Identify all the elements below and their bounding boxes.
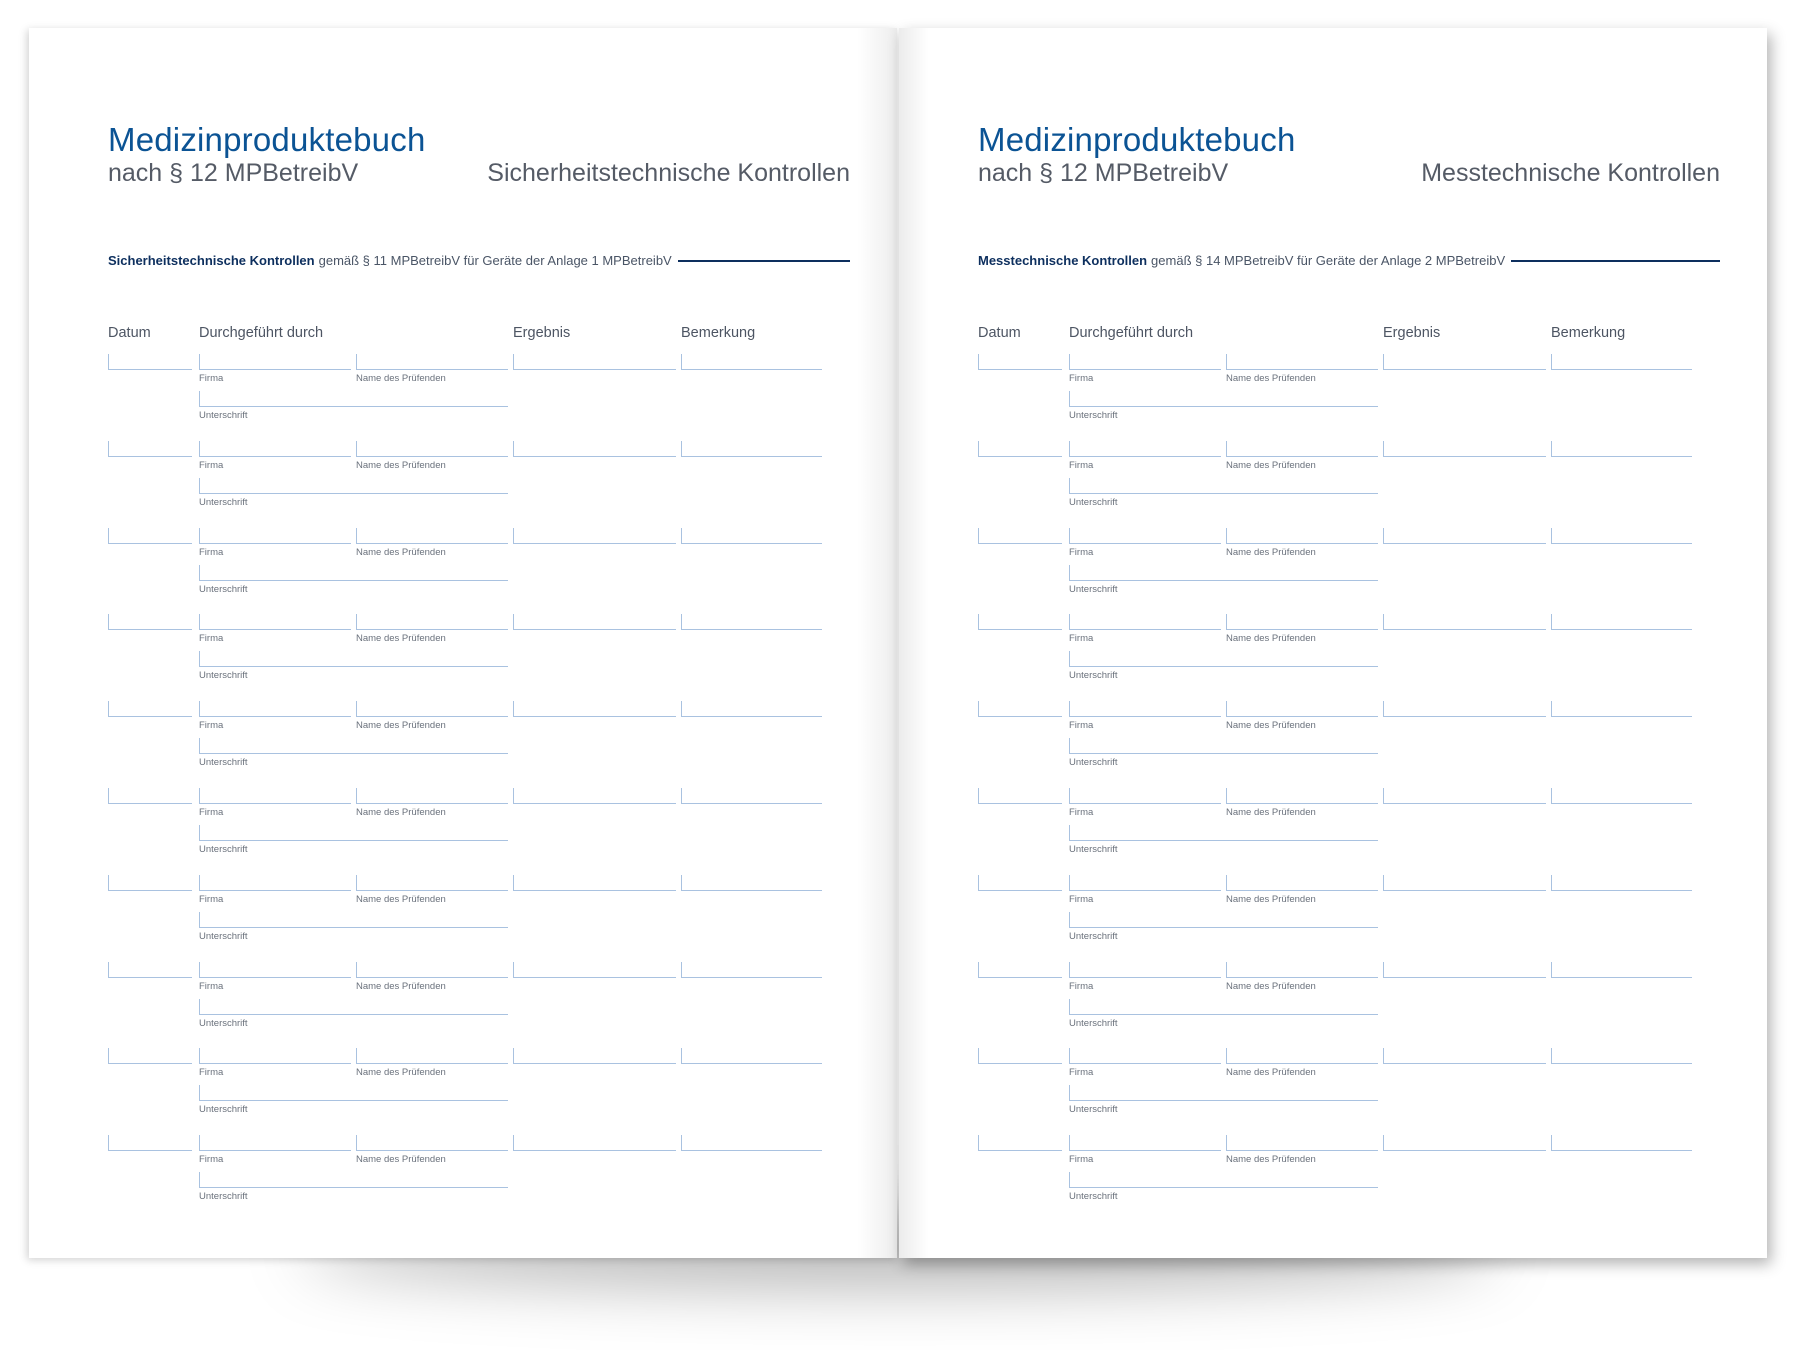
pruefer-name-caption: Name des Prüfenden [356,633,446,645]
bemerkung-field[interactable] [681,788,822,804]
firma-caption: Firma [1069,633,1094,645]
datum-field[interactable] [978,875,1062,891]
pruefer-name-field[interactable] [1226,528,1378,544]
bemerkung-field[interactable] [681,962,822,978]
bemerkung-field[interactable] [681,875,822,891]
firma-field[interactable] [1069,441,1221,457]
ergebnis-field[interactable] [513,875,676,891]
right-page [899,28,1767,1258]
firma-caption: Firma [199,720,224,732]
firma-field[interactable] [199,962,351,978]
unterschrift-caption: Unterschrift [199,670,248,682]
bemerkung-field[interactable] [681,528,822,544]
column-header-durchgefuehrt: Durchgeführt durch [199,325,324,341]
datum-field[interactable] [108,354,192,370]
unterschrift-field[interactable] [199,738,508,754]
unterschrift-caption: Unterschrift [199,757,248,769]
firma-caption: Firma [199,459,224,471]
unterschrift-caption: Unterschrift [1069,1104,1118,1116]
spine-shade [857,28,897,1258]
datum-field[interactable] [978,614,1062,630]
firma-field[interactable] [1069,1048,1221,1064]
firma-caption: Firma [199,1067,224,1079]
unterschrift-caption: Unterschrift [1069,1191,1118,1203]
intro-text: gemäß § 14 MPBetreibV für Geräte der Anlage 2 MPBetreibV [1151,253,1506,268]
column-header-ergebnis: Ergebnis [1383,325,1441,341]
pruefer-name-field[interactable] [1226,614,1378,630]
ergebnis-field[interactable] [513,441,676,457]
ergebnis-field[interactable] [1383,788,1546,804]
section-intro [108,253,850,268]
unterschrift-field[interactable] [199,1085,508,1101]
bemerkung-field[interactable] [1551,788,1692,804]
unterschrift-caption: Unterschrift [1069,930,1118,942]
unterschrift-field[interactable] [1069,391,1378,407]
intro-rule [1511,260,1720,262]
pruefer-name-field[interactable] [356,1048,508,1064]
column-header-datum: Datum [978,325,1021,341]
datum-field[interactable] [108,528,192,544]
bemerkung-field[interactable] [681,701,822,717]
page-subtitle: nach § 12 MPBetreibV [108,159,359,187]
firma-caption: Firma [199,807,224,818]
pruefer-name-field[interactable] [356,701,508,717]
pruefer-name-field[interactable] [356,441,508,457]
pruefer-name-caption: Name des Prüfenden [1226,980,1316,992]
unterschrift-caption: Unterschrift [199,844,248,855]
unterschrift-field[interactable] [199,478,508,494]
bemerkung-field[interactable] [1551,962,1692,978]
unterschrift-field[interactable] [1069,999,1378,1015]
pruefer-name-caption: Name des Prüfenden [356,546,446,558]
column-header-bemerkung: Bemerkung [1551,325,1626,341]
unterschrift-caption: Unterschrift [1069,757,1118,769]
pruefer-name-caption: Name des Prüfenden [1226,459,1316,471]
firma-caption: Firma [199,373,224,384]
bemerkung-field[interactable] [681,441,822,457]
pruefer-name-field[interactable] [1226,962,1378,978]
unterschrift-caption: Unterschrift [199,583,248,595]
pruefer-name-field[interactable] [356,788,508,804]
firma-field[interactable] [1069,528,1221,544]
pruefer-name-field[interactable] [1226,1048,1378,1064]
ergebnis-field[interactable] [1383,1135,1546,1151]
firma-field[interactable] [1069,962,1221,978]
unterschrift-field[interactable] [1069,478,1378,494]
bemerkung-field[interactable] [1551,614,1692,630]
pruefer-name-caption: Name des Prüfenden [356,1154,446,1166]
firma-field[interactable] [199,441,351,457]
bemerkung-field[interactable] [1551,354,1692,370]
firma-caption: Firma [1069,1154,1094,1166]
unterschrift-field[interactable] [1069,912,1378,928]
page-title: Medizinproduktebuch [978,121,1296,158]
pruefer-name-field[interactable] [356,354,508,370]
pruefer-name-field[interactable] [1226,875,1378,891]
pruefer-name-caption: Name des Prüfenden [356,893,446,905]
firma-field[interactable] [199,1048,351,1064]
column-header-ergebnis: Ergebnis [513,325,571,341]
unterschrift-caption: Unterschrift [1069,410,1118,421]
spine-shade [899,28,929,1258]
section-heading: Sicherheitstechnische Kontrollen [487,159,850,187]
pruefer-name-caption: Name des Prüfenden [356,459,446,471]
unterschrift-field[interactable] [1069,565,1378,581]
column-header-durchgefuehrt: Durchgeführt durch [1069,325,1194,341]
pruefer-name-caption: Name des Prüfenden [1226,373,1316,384]
ergebnis-field[interactable] [1383,701,1546,717]
firma-caption: Firma [199,1154,224,1166]
firma-caption: Firma [199,633,224,645]
pruefer-name-caption: Name des Prüfenden [356,807,446,818]
bemerkung-field[interactable] [1551,875,1692,891]
bemerkung-field[interactable] [1551,1048,1692,1064]
datum-field[interactable] [978,788,1062,804]
firma-field[interactable] [1069,788,1221,804]
column-header-bemerkung: Bemerkung [681,325,756,341]
pruefer-name-field[interactable] [1226,788,1378,804]
firma-caption: Firma [199,893,224,905]
firma-field[interactable] [1069,1135,1221,1151]
unterschrift-caption: Unterschrift [1069,496,1118,508]
ergebnis-field[interactable] [1383,1048,1546,1064]
bemerkung-field[interactable] [681,614,822,630]
firma-field[interactable] [199,614,351,630]
unterschrift-field[interactable] [199,912,508,928]
unterschrift-caption: Unterschrift [1069,844,1118,855]
unterschrift-field[interactable] [1069,1172,1378,1188]
pruefer-name-caption: Name des Prüfenden [356,1067,446,1079]
bemerkung-field[interactable] [681,1135,822,1151]
firma-field[interactable] [199,528,351,544]
bemerkung-field[interactable] [1551,528,1692,544]
intro-rule [678,260,850,262]
pruefer-name-field[interactable] [356,875,508,891]
firma-caption: Firma [1069,893,1094,905]
page-title: Medizinproduktebuch [108,121,426,158]
unterschrift-caption: Unterschrift [199,1104,248,1116]
firma-caption: Firma [1069,546,1094,558]
unterschrift-caption: Unterschrift [199,1017,248,1029]
bemerkung-field[interactable] [1551,441,1692,457]
pruefer-name-caption: Name des Prüfenden [356,720,446,732]
unterschrift-caption: Unterschrift [1069,1017,1118,1029]
datum-field[interactable] [108,614,192,630]
datum-field[interactable] [108,875,192,891]
datum-field[interactable] [108,441,192,457]
page-subtitle: nach § 12 MPBetreibV [978,159,1229,187]
unterschrift-caption: Unterschrift [199,496,248,508]
ergebnis-field[interactable] [1383,614,1546,630]
datum-field[interactable] [978,962,1062,978]
datum-field[interactable] [108,1048,192,1064]
unterschrift-caption: Unterschrift [1069,583,1118,595]
firma-caption: Firma [199,546,224,558]
firma-caption: Firma [1069,459,1094,471]
datum-field[interactable] [108,788,192,804]
section-heading: Messtechnische Kontrollen [1421,159,1720,187]
bemerkung-field[interactable] [681,1048,822,1064]
unterschrift-field[interactable] [1069,651,1378,667]
ergebnis-field[interactable] [513,1135,676,1151]
bemerkung-field[interactable] [1551,1135,1692,1151]
bemerkung-field[interactable] [681,354,822,370]
pruefer-name-caption: Name des Prüfenden [1226,807,1316,818]
ergebnis-field[interactable] [513,701,676,717]
pruefer-name-field[interactable] [356,962,508,978]
bemerkung-field[interactable] [1551,701,1692,717]
pruefer-name-field[interactable] [1226,354,1378,370]
ergebnis-field[interactable] [513,788,676,804]
unterschrift-caption: Unterschrift [199,410,248,421]
intro-text: gemäß § 11 MPBetreibV für Geräte der Anlage 1 MPBetreibV [318,253,672,268]
datum-field[interactable] [978,354,1062,370]
unterschrift-caption: Unterschrift [1069,670,1118,682]
pruefer-name-field[interactable] [356,614,508,630]
pruefer-name-caption: Name des Prüfenden [1226,633,1316,645]
ergebnis-field[interactable] [513,1048,676,1064]
left-page [29,28,897,1258]
pruefer-name-caption: Name des Prüfenden [356,980,446,992]
unterschrift-field[interactable] [199,825,508,841]
unterschrift-field[interactable] [1069,738,1378,754]
unterschrift-caption: Unterschrift [199,1191,248,1203]
unterschrift-field[interactable] [199,999,508,1015]
datum-field[interactable] [108,701,192,717]
firma-field[interactable] [199,701,351,717]
unterschrift-field[interactable] [199,1172,508,1188]
intro-strong-text: Messtechnische Kontrollen [978,253,1148,268]
unterschrift-field[interactable] [1069,825,1378,841]
datum-field[interactable] [978,1048,1062,1064]
firma-caption: Firma [199,980,224,992]
unterschrift-caption: Unterschrift [199,930,248,942]
firma-caption: Firma [1069,373,1094,384]
firma-field[interactable] [1069,614,1221,630]
unterschrift-field[interactable] [1069,1085,1378,1101]
datum-field[interactable] [978,528,1062,544]
pruefer-name-field[interactable] [1226,701,1378,717]
pruefer-name-caption: Name des Prüfenden [1226,720,1316,732]
pruefer-name-field[interactable] [356,1135,508,1151]
datum-field[interactable] [108,1135,192,1151]
ergebnis-field[interactable] [513,614,676,630]
firma-field[interactable] [1069,701,1221,717]
pruefer-name-caption: Name des Prüfenden [356,373,446,384]
pruefer-name-caption: Name des Prüfenden [1226,1067,1316,1079]
intro-strong-text: Sicherheitstechnische Kontrollen [108,253,315,268]
ergebnis-field[interactable] [513,962,676,978]
datum-field[interactable] [978,1135,1062,1151]
ergebnis-field[interactable] [1383,354,1546,370]
firma-field[interactable] [1069,354,1221,370]
pruefer-name-field[interactable] [1226,1135,1378,1151]
ergebnis-field[interactable] [513,354,676,370]
firma-field[interactable] [199,875,351,891]
ergebnis-field[interactable] [1383,875,1546,891]
ergebnis-field[interactable] [513,528,676,544]
ergebnis-field[interactable] [1383,528,1546,544]
datum-field[interactable] [978,441,1062,457]
column-header-datum: Datum [108,325,151,341]
firma-field[interactable] [199,788,351,804]
firma-caption: Firma [1069,980,1094,992]
datum-field[interactable] [978,701,1062,717]
pruefer-name-caption: Name des Prüfenden [1226,893,1316,905]
pruefer-name-caption: Name des Prüfenden [1226,1154,1316,1166]
firma-caption: Firma [1069,1067,1094,1079]
ergebnis-field[interactable] [1383,962,1546,978]
pruefer-name-field[interactable] [1226,441,1378,457]
unterschrift-field[interactable] [199,565,508,581]
datum-field[interactable] [108,962,192,978]
pruefer-name-field[interactable] [356,528,508,544]
section-intro [978,253,1720,268]
firma-field[interactable] [199,1135,351,1151]
firma-caption: Firma [1069,807,1094,818]
pruefer-name-caption: Name des Prüfenden [1226,546,1316,558]
unterschrift-field[interactable] [199,391,508,407]
firma-field[interactable] [199,354,351,370]
unterschrift-field[interactable] [199,651,508,667]
ergebnis-field[interactable] [1383,441,1546,457]
firma-field[interactable] [1069,875,1221,891]
firma-caption: Firma [1069,720,1094,732]
